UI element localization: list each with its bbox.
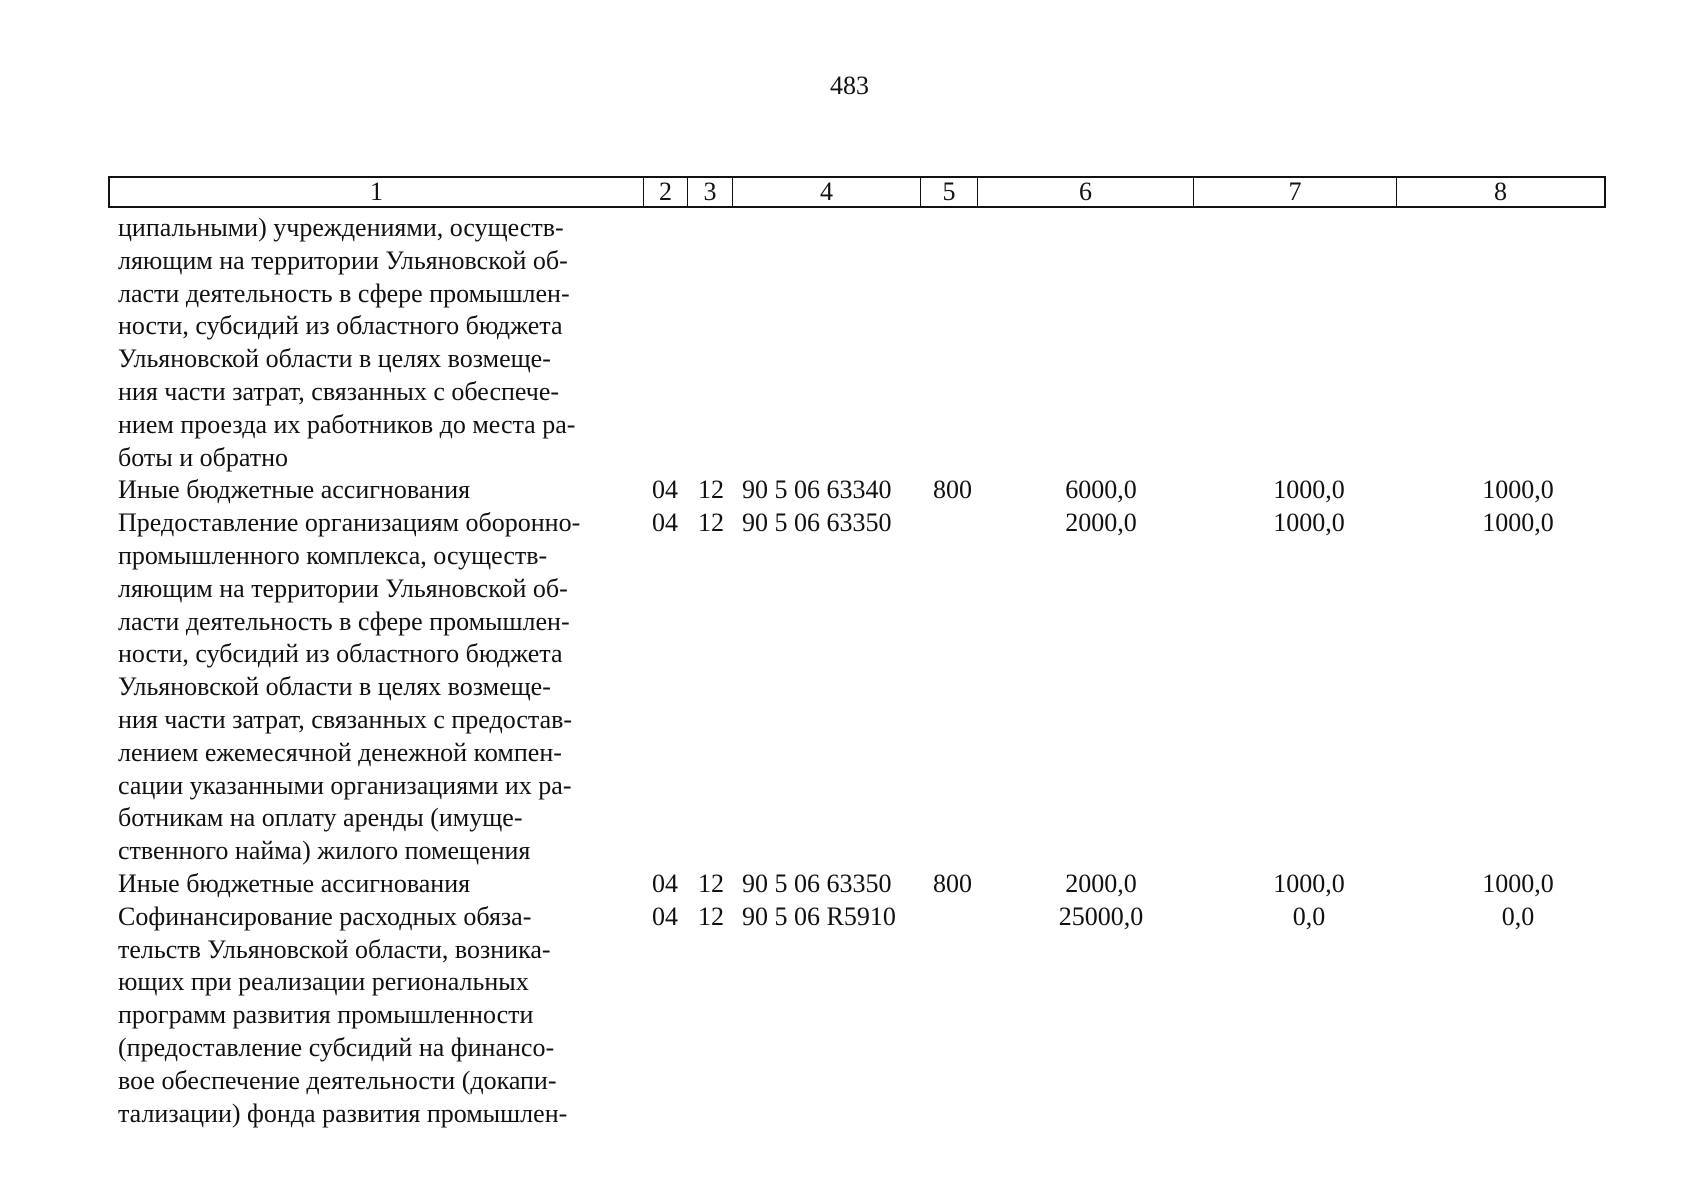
description-line: тельств Ульяновской области, возника- (118, 934, 551, 964)
section-code: 04 (652, 475, 678, 505)
description-line: Ульяновской области в целях возмеще- (118, 344, 551, 374)
amount-col-6: 2000,0 (1065, 508, 1137, 538)
description-line: Ульяновской области в целях возмеще- (118, 672, 551, 702)
table-header-row (108, 176, 1606, 208)
amount-col-7: 1000,0 (1273, 508, 1345, 538)
table-row (118, 901, 1598, 1131)
header-col-1: 1 (110, 178, 644, 206)
description-line: ласти деятельность в сфере промышлен- (118, 606, 570, 636)
row-values (118, 868, 1598, 901)
section-code: 04 (652, 901, 678, 931)
description-line: ципальными) учреждениями, осуществ- (118, 213, 564, 242)
description-line: ляющим на территории Ульяновской об- (118, 245, 568, 275)
table-row (118, 474, 1598, 507)
description-line: ющих при реализации региональных (118, 967, 529, 997)
table-row (118, 212, 1598, 474)
description-line: Иные бюджетные ассигнования (118, 475, 471, 505)
amount-col-7: 0,0 (1292, 901, 1326, 931)
description-line: ности, субсидий из областного бюджета (118, 639, 563, 669)
row-values (118, 212, 1598, 245)
description-line: Предоставление организациям оборонно- (118, 508, 581, 538)
description-line: (предоставление субсидий на финансо- (118, 1032, 555, 1062)
amount-col-6: 25000,0 (1058, 901, 1144, 931)
subsection-code: 12 (698, 508, 724, 538)
description-line: Иные бюджетные ассигнования (118, 868, 471, 898)
table-row (118, 868, 1598, 901)
expense-type-code: 800 (933, 475, 972, 505)
description-line: ласти деятельность в сфере промышлен- (118, 278, 570, 308)
description-line: ния части затрат, связанных с обеспече- (118, 376, 560, 406)
description-line: ляющим на территории Ульяновской об- (118, 573, 568, 603)
amount-col-8: 1000,0 (1482, 475, 1554, 505)
row-values (118, 474, 1598, 507)
row-description (118, 507, 630, 868)
target-article-code: 90 5 06 63350 (742, 508, 892, 538)
header-col-8: 8 (1494, 177, 1507, 206)
target-article-code: 90 5 06 63340 (742, 475, 892, 505)
amount-col-8: 0,0 (1501, 901, 1535, 931)
description-line: программ развития промышленности (118, 1000, 534, 1030)
target-article-code: 90 5 06 R5910 (742, 901, 896, 931)
header-col-4: 4 (733, 178, 921, 206)
row-values (118, 901, 1598, 934)
amount-col-7: 1000,0 (1273, 868, 1345, 898)
expense-type-code: 800 (933, 868, 972, 898)
subsection-code: 12 (698, 868, 724, 898)
description-line: боты и обратно (118, 442, 289, 472)
description-line: нием проезда их работников до места ра- (118, 409, 576, 439)
row-description (118, 901, 630, 1131)
amount-col-8: 1000,0 (1482, 508, 1554, 538)
description-line: тализации) фонда развития промышлен- (118, 1098, 568, 1128)
section-code: 04 (652, 868, 678, 898)
description-line: лением ежемесячной денежной компен- (118, 737, 562, 767)
header-col-6: 6 (978, 178, 1194, 206)
description-line: Софинансирование расходных обяза- (118, 901, 532, 931)
description-line: сации указанными организациями их ра- (118, 770, 572, 800)
description-line: вое обеспечение деятельности (докапи- (118, 1065, 557, 1095)
row-description (118, 212, 630, 474)
description-line: ности, субсидий из областного бюджета (118, 311, 563, 341)
header-col-5: 5 (921, 178, 978, 206)
table-body (118, 212, 1598, 1130)
section-code: 04 (652, 508, 678, 538)
target-article-code: 90 5 06 63350 (742, 868, 892, 898)
subsection-code: 12 (698, 901, 724, 931)
page-number: 483 (830, 71, 869, 100)
amount-col-6: 2000,0 (1065, 868, 1137, 898)
amount-col-6: 6000,0 (1065, 475, 1137, 505)
header-col-7: 7 (1194, 178, 1397, 206)
description-line: ботникам на оплату аренды (имуще- (118, 803, 523, 833)
row-values (118, 507, 1598, 540)
description-line: ственного найма) жилого помещения (118, 836, 531, 866)
description-line: ния части затрат, связанных с предостав- (118, 704, 573, 734)
amount-col-8: 1000,0 (1482, 868, 1554, 898)
header-col-3: 3 (688, 178, 733, 206)
amount-col-7: 1000,0 (1273, 475, 1345, 505)
subsection-code: 12 (698, 475, 724, 505)
table-row (118, 507, 1598, 868)
description-line: промышленного комплекса, осуществ- (118, 540, 548, 570)
header-col-2: 2 (644, 178, 688, 206)
